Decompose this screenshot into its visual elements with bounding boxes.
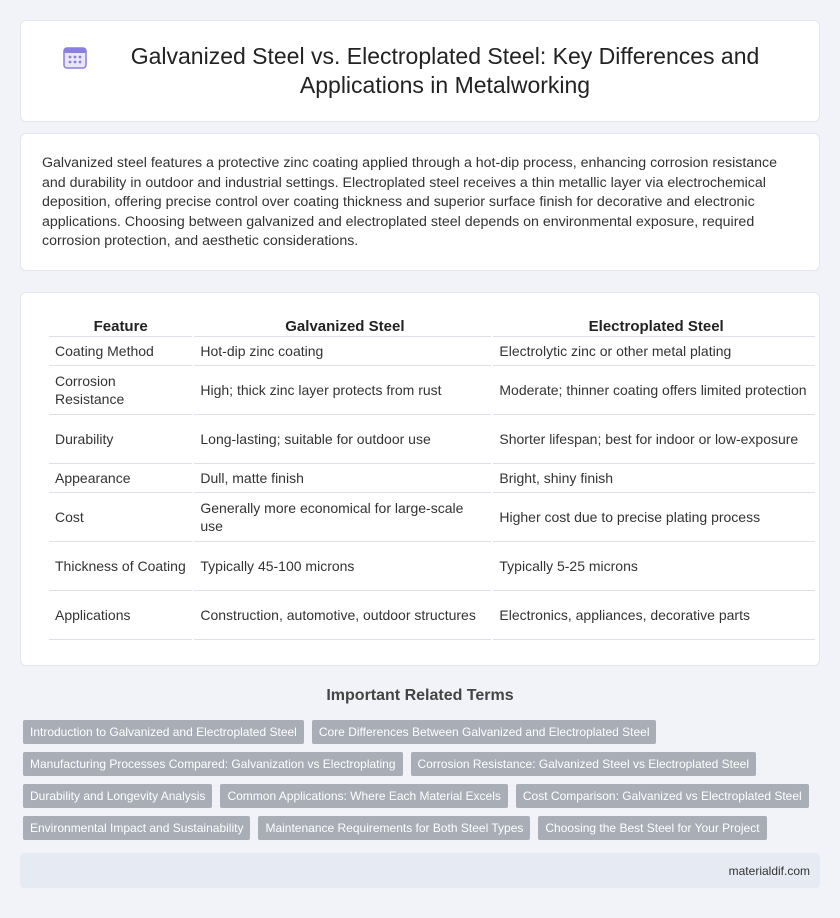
title-wrap xyxy=(61,42,779,100)
table-row xyxy=(49,493,815,542)
related-term-tag[interactable]: Manufacturing Processes Compared: Galvanization vs Electroplating xyxy=(23,752,403,776)
galvanized-cell: Hot-dip zinc coating xyxy=(194,337,491,366)
galvanized-cell: Generally more economical for large-scale use xyxy=(194,493,491,542)
related-term-tag[interactable]: Corrosion Resistance: Galvanized Steel vs Electroplated Steel xyxy=(411,752,757,776)
electroplated-cell: Typically 5-25 microns xyxy=(493,542,815,591)
table-row xyxy=(49,591,815,640)
galvanized-cell: Typically 45-100 microns xyxy=(194,542,491,591)
electroplated-cell: Moderate; thinner coating offers limited protection xyxy=(493,366,815,415)
feature-cell: Cost xyxy=(49,493,192,542)
related-terms-tags xyxy=(23,720,823,848)
related-terms-title: Important Related Terms xyxy=(326,687,514,704)
tag-row xyxy=(23,752,823,776)
table-header-row xyxy=(49,317,815,337)
feature-cell: Durability xyxy=(49,415,192,464)
electroplated-cell: Shorter lifespan; best for indoor or low-exposure xyxy=(493,415,815,464)
header-feature: Feature xyxy=(49,317,192,337)
electroplated-cell: Higher cost due to precise plating process xyxy=(493,493,815,542)
footer xyxy=(20,853,820,888)
comparison-table-card xyxy=(20,292,820,666)
tag-row xyxy=(23,784,823,808)
galvanized-cell: High; thick zinc layer protects from rust xyxy=(194,366,491,415)
galvanized-cell: Construction, automotive, outdoor structures xyxy=(194,591,491,640)
feature-cell: Coating Method xyxy=(49,337,192,366)
galvanized-cell: Dull, matte finish xyxy=(194,464,491,493)
electroplated-cell: Electrolytic zinc or other metal plating xyxy=(493,337,815,366)
electroplated-cell: Bright, shiny finish xyxy=(493,464,815,493)
related-term-tag[interactable]: Environmental Impact and Sustainability xyxy=(23,816,250,840)
related-term-tag[interactable]: Maintenance Requirements for Both Steel Types xyxy=(258,816,530,840)
intro-text: Galvanized steel features a protective zinc coating applied through a hot-dip process, enhancing corrosion resistance and durability in outdoor and industrial settings. Electroplated steel receives a thin metallic layer via electrochemical deposition, offering precise control over coating thickness and superior surface finish for decorative and electronic applications. Choosing between galvanized and electroplated steel depends on environmental exposure, required corrosion protection, and aesthetic considerations. xyxy=(42,155,778,250)
table-row xyxy=(49,366,815,415)
tag-row xyxy=(23,816,823,840)
related-term-tag[interactable]: Core Differences Between Galvanized and Electroplated Steel xyxy=(312,720,657,744)
table-row xyxy=(49,337,815,366)
comparison-table xyxy=(47,317,817,640)
header-galvanized: Galvanized Steel xyxy=(194,317,491,337)
title-card xyxy=(20,20,820,122)
related-term-tag[interactable]: Choosing the Best Steel for Your Project xyxy=(538,816,766,840)
table-row xyxy=(49,542,815,591)
feature-cell: Applications xyxy=(49,591,192,640)
header-electroplated: Electroplated Steel xyxy=(493,317,815,337)
page-title: Galvanized Steel vs. Electroplated Steel: Key Differences and Applications in Metalworking xyxy=(130,43,760,98)
intro-card xyxy=(20,133,820,271)
related-term-tag[interactable]: Cost Comparison: Galvanized vs Electroplated Steel xyxy=(516,784,809,808)
related-term-tag[interactable]: Durability and Longevity Analysis xyxy=(23,784,212,808)
table-row xyxy=(49,415,815,464)
related-term-tag[interactable]: Introduction to Galvanized and Electroplated Steel xyxy=(23,720,304,744)
table-row xyxy=(49,464,815,493)
electroplated-cell: Electronics, appliances, decorative parts xyxy=(493,591,815,640)
feature-cell: Appearance xyxy=(49,464,192,493)
calendar-icon xyxy=(61,43,89,71)
related-term-tag[interactable]: Common Applications: Where Each Material Excels xyxy=(220,784,507,808)
footer-site[interactable]: materialdif.com xyxy=(728,863,810,878)
feature-cell: Corrosion Resistance xyxy=(49,366,192,415)
tag-row xyxy=(23,720,823,744)
galvanized-cell: Long-lasting; suitable for outdoor use xyxy=(194,415,491,464)
feature-cell: Thickness of Coating xyxy=(49,542,192,591)
